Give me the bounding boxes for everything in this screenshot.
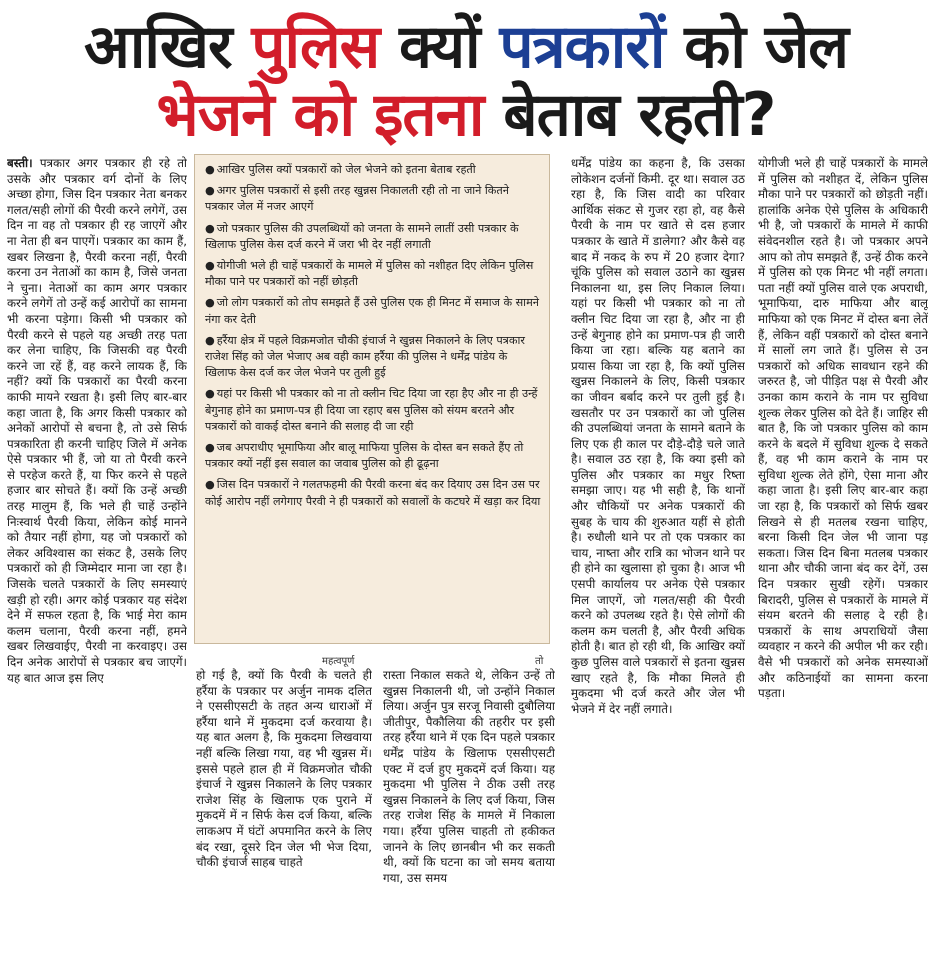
headline-part: आखिर [84, 12, 252, 82]
highlight-text: योगीजी भले ही चाहें पत्रकारों के मामले में पुलिस को नशीहत दिए लेकिन पुलिस मौका पाने पर पत्रकारों को नहीं छोड़ती [205, 259, 534, 289]
headline-line-1 [0, 14, 932, 80]
bullet-icon: ● [205, 387, 215, 401]
headline-part: को जेल [664, 12, 848, 82]
highlight-text: यहां पर किसी भी पत्रकार को ना तो क्लीन चिट दिया जा रहा हैए और ना ही उन्हें बेगुनाह होने का प्रमाण-पत्र ही दिया जा रहाए बस पुलिस को संयम बरतने और पत्रकारों को वाकई दोस्त बनाने की सलाह दी जा रही [205, 387, 538, 433]
headline-part: बेताब रहती? [483, 80, 776, 150]
highlight-item [205, 440, 541, 472]
fragment-label: तो [535, 656, 544, 667]
bullet-icon: ● [205, 259, 215, 273]
article-column-5 [758, 156, 928, 956]
highlight-item [205, 333, 541, 382]
article-text: योगीजी भले ही चाहें पत्रकारों के मामले में पुलिस को नशीहत दें, लेकिन पुलिस मौका पाने पर पत्रकारों को छोड़ती नहीं। हालांकि अनेक ऐसे पुलिस के अधिकारी भी है, जो पत्रकारों के मामले में काफी संवेदनशील रहते है। जो पत्रकार अपने आप को तोप समझते हैं, उन्हें ठीक करने में पुलिस को एक मिनट भी नहीं लगता। पता नहीं क्यों पुलिस वाले एक अपराधी, भूमाफिया, दारु माफिया और बालू माफिया को एक मिनट में दोस्त बना लेतें हैं, लेकिन वहीं पत्रकारों को दोस्त बनाने में सालों लग जाते हैं। पुलिस से उन पत्रकारों को अधिक सावधान रहने की जरुरत है, जो पीड़ित पक्ष से पैरवी और उनका काम कराने के नाम पर सुविधा शुल्क लेकर पुलिस को देते हैं। जाहिर सी बात है, कि जो पत्रकार पुलिस को काम करने के बदले में सुविधा शुल्क दे सकते हैं, वह भी काम कराने के नाम पर सुविधा शुल्क लेते होंगे, ऐसा माना और कहा जाता है। इसी लिए बार-बार कहा जा रहा है, कि पत्रकारों को सिर्फ खबर लिखने से ही मतलब रखना चाहिए, बरना किसी दिन जेल भी जाना पड़ सकता। जिस दिन बिना मतलब पत्रकार थाना और चौकी जाना बंद कर देगें, उस दिन पत्रकार सुखी रहेगें। पत्रकार बिरादरी, पुलिस से पत्रकारों के मामले में संयम बरतने की सलाह दे रही है। पत्रकारों के साथ अपराधियों जैसा व्यवहार न करने की अपील भी कर रही। वैसे भी पत्रकारों को अनेक समस्याओं और कठिनाईयों का सामना करना पड़ता। [758, 156, 928, 701]
bullet-icon: ● [205, 184, 215, 198]
headline [0, 0, 932, 150]
article-text: पत्रकार अगर पत्रकार ही रहे तो उसके और पत्रकार वर्ग दोनों के लिए अच्छा होगा, जिस दिन पत्रकार नेता बनकर गलत/सही लोगों की पैरवी करने लगेगें, उस दिन ना वह तो पत्रकार ही रह जाएगें और ना नेता ही बन पाएगें। पत्रकार का काम हैं, खबर लिखना है, पैरवी करना नहीं, पैरवी करना उन नेताओं का काम है, जिसे जनता ने चुना। नेताओं का काम अगर पत्रकार करने लगेगें तो उन्हें कई आरोपों का सामना भी करना पड़ेगा। किसी भी पत्रकार को पैरवी करने से पहले यह अच्छी तरह पता कर लेना चाहिए, कि जिसकी वह पैरवी करने जा रहें हैं, वह करने लायक हैं, कि नहीं? क्यों कि पत्रकारों का पैरवी करना काफी मायने रखता है। इसी लिए बार-बार कहा जाता है, कि अगर किसी पत्रकार को अनेकों आरोपों से बचना है, तो उसे सिर्फ पत्रकारिता ही करनी चाहिए जिले में अनेक ऐसे पत्रकार भी हैं, जो या तो पैरवी करने से परहेज करते हैं, या फिर करने से पहले हजार बार सोचते हैं। क्यों कि उन्हें अच्छी तरह मालुम हैं, कि भले ही चाहें उन्होंने निःस्वार्थ पैरवी किया, लेकिन कोई मानने को तैयार नहीं होगा, यह जो पत्रकारों को लेकर अविश्वास का संकट है, उसके लिए पत्रकारों को ही जिम्मेदार माना जा रहा है। जिसके चलते पत्रकारों के लिए समस्याएं खड़ी हो रही। अगर कोई पत्रकार यह संदेश देने में सफल रहता है, कि भाई मेरा काम कलम चलाना, पैरवी करना नहीं, हमने खबर लिखवाईए, पैरवी ना करवाइए। उस दिन अनेक आरोपों से पत्रकार बच जाएगें। यह बात आज इस लिए [7, 156, 187, 685]
highlight-item [205, 162, 541, 178]
bullet-icon: ● [205, 296, 215, 310]
headline-part: भेजने को इतना [156, 80, 484, 150]
highlight-text: अगर पुलिस पत्रकारों से इसी तरह खुन्नस निकालती रही तो ना जाने कितने पत्रकार जेल में नजर आएगें [205, 184, 509, 214]
article-paragraph [7, 156, 187, 686]
article-column-3 [383, 668, 555, 978]
bullet-icon: ● [205, 333, 215, 347]
highlight-text: जिस दिन पत्रकारों ने गलतफहमी की पैरवी करना बंद कर दियाए उस दिन उस पर कोई आरोप नहीं लगेगाए पैरवी ने ही पत्रकारों को सवालों के कटघरे में खड़ा कर दिया [205, 478, 541, 508]
highlight-item [205, 477, 541, 509]
highlight-text: जो लोग पत्रकारों को तोप समझते हैं उसे पुलिस एक ही मिनट में समाज के सामने नंगा कर देती [205, 296, 539, 326]
fragment-label: महत्वपूर्ण [322, 656, 355, 667]
highlight-text: जब अपराधीए भूमाफिया और बालू माफिया पुलिस के दोस्त बन सकते हैंए तो पत्रकार क्यों नहीं इस सवाल का जवाब पुलिस को ही ढूढ़ना [205, 441, 524, 471]
highlight-item [205, 258, 541, 290]
headline-part: क्यों [379, 12, 500, 82]
bullet-icon: ● [205, 478, 215, 492]
highlight-text: आखिर पुलिस क्यों पत्रकारों को जेल भेजने को इतना बेताब रहती [216, 163, 476, 176]
headline-part-police: पुलिस [251, 12, 380, 82]
headline-part-journalists: पत्रकारों [499, 12, 665, 82]
highlight-item [205, 221, 541, 253]
article-text: रास्ता निकाल सकते थे, लेकिन उन्हें तो खुन्नस निकालनी थी, जो उन्होंने निकाल लिया। अर्जुन पुत्र सरजू निवासी दुबौलिया जीतीपुर, पैकौलिया की तहरीर पर इसी तरह हर्रैया थाने में एक दिन पहले पत्रकार धर्मेंद्र पांडेय के खिलाफ एससीएसटी एक्ट में दर्ज हुए मुकदमें दर्ज किया। यह मुकदमा भी पुलिस ने ठीक उसी तरह खुन्नस निकालने के लिए दर्ज किया, जिस तरह राजेश सिंह के मामले में निकाला गया। हर्रैया पुलिस चाहती तो हकीकत जानने के लिए छानबीन भी कर सकती थी, क्यों कि घटना का जो समय बताया गया, उस समय [383, 668, 555, 885]
bullet-icon: ● [205, 221, 215, 235]
highlight-item [205, 295, 541, 327]
headline-line-2 [0, 82, 932, 148]
highlight-text: हर्रैया क्षेत्र में पहले विक्रमजोत चौकी इंचार्ज ने खुन्नस निकालने के लिए पत्रकार राजेश सिंह को जेल भेजाए अब वही काम हर्रैया की पुलिस ने धर्मेंद्र पांडेय के खिलाफ केस दर्ज कर जेल भेजने पर तुली हुई [205, 333, 525, 380]
dateline: बस्ती। [7, 156, 33, 170]
article-text: धर्मेंद्र पांडेय का कहना है, कि उसका लोकेशन दर्जनों किमी. दूर था। सवाल उठ रहा है, कि जिस वादी का परिवार आर्थिक संकट से गुजर रहा हो, वह कैसे पैरवी के नाम पर खाते से दस हजार पत्रकार के खाते में डालेगा? और कैसे वह बाद में नकद के रुप में 20 हजार देगा? चूंकि पुलिस को सवाल उठाने का खुन्नस निकालना था, इस लिए निकाल लिया। यहां पर किसी भी पत्रकार को ना तो क्लीन चिट दिया जा रहा है, और ना ही उन्हें बेगुनाह होने का प्रमाण-पत्र ही जारी किया जा रहा। बल्कि यह बताने का प्रयास किया जा रहा है, कि क्यों पुलिस खुन्नस निकालने के लिए, किसी पत्रकार का जीवन बर्बाद करने पर तुली हुई है। खसतौर पर उन पत्रकारों का जो पुलिस की उपलब्धियां जनता के सामने बताने के लिए एक ही काल पर दौड़े-दौड़े चले जाते है। सवाल उठ रहा है, कि क्या इसी को पुलिस और पत्रकार का मधुर रिष्ता समझा जाए। यह भी सही है, कि थानों और चौकियों पर अनेक पत्रकारों की सुबह के चाय की शुरुआत यहीं से होती है। रुधौली थाने पर तो एक पत्रकार का चाय, नाष्ता और रात्रि का भोजन थाने पर ही होने का खुलासा हो चुका है। आज भी एसपी कार्यालय पर अनेक ऐसे पत्रकार मिल जाएगें, जो गलत/सही की पैरवी करने को उपलब्ध रहते है। ऐसे लोगों की कलम कम चलती है, और पैरवी अधिक होती है। बात हो रही थी, कि आखिर क्यों कुछ पुलिस वाले पत्रकारों से इतना खुन्नस खाए रहते है, कि मौका मिलते ही मुकदमा भी दर्ज करते और जेल भी भेजने में देर नहीं लगाते। [571, 156, 745, 716]
article-column-1 [7, 156, 187, 978]
highlight-item [205, 386, 541, 435]
bullet-icon: ● [205, 441, 215, 455]
article-column-4 [571, 156, 745, 978]
highlight-item [205, 183, 541, 215]
article-text: हो गई है, क्यों कि पैरवी के चलते ही हर्रैया के पत्रकार पर अर्जुन नामक दलित ने एससीएसटी के तहत अन्य धाराओं में हर्रैया थाने में मुकदमा दर्ज करवाया है। यह बात अलग है, कि मुकदमा लिखवाया नहीं बल्कि लिखा गया, वह भी खुन्नस में। इससे पहले हाल ही में विक्रमजोत चौकी इंचार्ज ने खुन्नस निकालने के लिए पत्रकार राजेश सिंह के खिलाफ एक पुराने में मुकदमें में न सिर्फ केस दर्ज किया, बल्कि लाकअप में घंटों अपमानित करने के लिए बंद रखा, दूसरे दिन जेल भी भेज दिया, चौकी इंचार्ज साहब चाहते [196, 668, 372, 870]
bullet-icon: ● [205, 163, 215, 176]
article-column-2 [196, 668, 372, 978]
highlights-box [194, 154, 550, 644]
highlight-text: जो पत्रकार पुलिस की उपलब्धियों को जनता के सामने लातीं उसी पत्रकार के खिलाफ पुलिस केस दर्ज करने में जरा भी देर नहीं लगाती [205, 221, 519, 251]
